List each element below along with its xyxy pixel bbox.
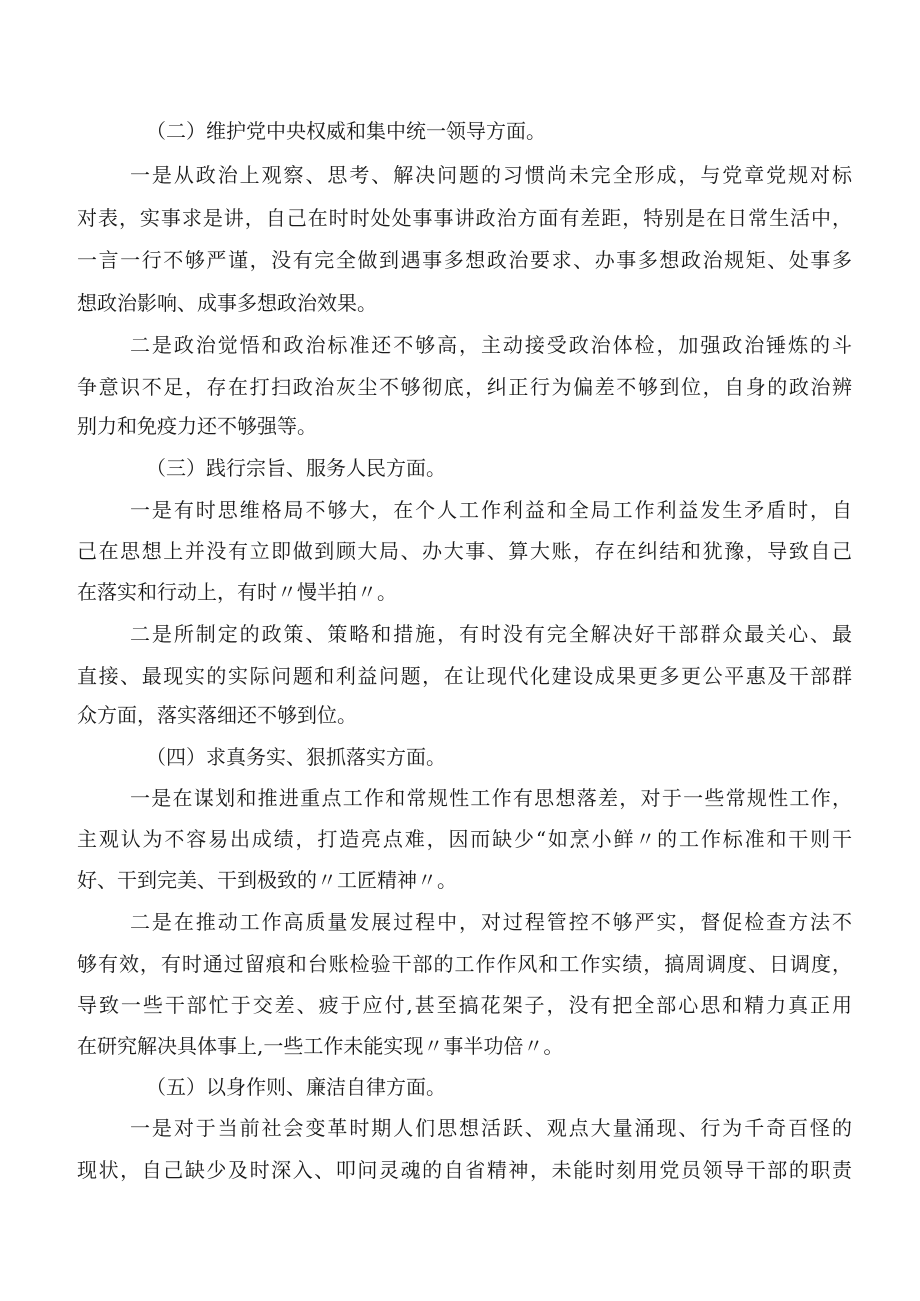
paragraph-line: 够有效，有时通过留痕和台账检验干部的工作作风和工作实绩，搞周调度、日调度，: [77, 952, 852, 976]
section-heading: （三）践行宗旨、服务人民方面。: [146, 456, 446, 480]
paragraph-line: 直接、最现实的实际问题和利益问题，在让现代化建设成果更多更公平惠及干部群: [77, 664, 852, 688]
section-heading: （四）求真务实、狠抓落实方面。: [146, 745, 446, 769]
paragraph-line: 众方面，落实落细还不够到位。: [77, 703, 357, 727]
paragraph-line: 二是所制定的政策、策略和措施，有时没有完全解决好干部群众最关心、最: [130, 622, 852, 646]
paragraph-line: 二是政治觉悟和政治标准还不够高，主动接受政治体检，加强政治锤炼的斗: [130, 333, 852, 357]
section-heading: （五）以身作则、廉洁自律方面。: [146, 1075, 446, 1099]
paragraph-line: 好、干到完美、干到极致的〃工匠精神〃。: [77, 868, 457, 892]
paragraph-line: 对表，实事求是讲，自己在时时处处事事讲政治方面有差距，特别是在日常生活中，: [77, 206, 852, 230]
paragraph-line: 别力和免疫力还不够强等。: [77, 414, 317, 438]
paragraph-line: 现状，自己缺少及时深入、叩问灵魂的自省精神，未能时刻用党员领导干部的职责: [77, 1158, 852, 1182]
paragraph-line: 己在思想上并没有立即做到顾大局、办大事、算大账，存在纠结和犹豫，导致自己: [77, 539, 852, 563]
paragraph-line: 一是有时思维格局不够大，在个人工作利益和全局工作利益发生矛盾时，自: [130, 498, 852, 522]
paragraph-line: 一是在谋划和推进重点工作和常规性工作有思想落差，对于一些常规性工作，: [130, 786, 852, 810]
paragraph-line: 导致一些干部忙于交差、疲于应付,甚至搞花架子，没有把全部心思和精力真正用: [77, 993, 852, 1017]
paragraph-line: 二是在推动工作高质量发展过程中，对过程管控不够严实，督促检查方法不: [130, 910, 852, 934]
paragraph-line: 争意识不足，存在打扫政治灰尘不够彻底，纠正行为偏差不够到位，自身的政治辨: [77, 375, 852, 399]
paragraph-line: 一是对于当前社会变革时期人们思想活跃、观点大量涌现、行为千奇百怪的: [130, 1116, 852, 1140]
section-heading: （二）维护党中央权威和集中统一领导方面。: [146, 119, 546, 143]
paragraph-line: 在落实和行动上，有时〃慢半拍〃。: [77, 580, 397, 604]
paragraph-line: 主观认为不容易出成绩，打造亮点难，因而缺少“如烹小鲜〃的工作标准和干则干: [77, 827, 852, 851]
paragraph-line: 一言一行不够严谨，没有完全做到遇事多想政治要求、办事多想政治规矩、处事多: [77, 248, 852, 272]
paragraph-line: 在研究解决具体事上,一些工作未能实现〃事半功倍〃。: [77, 1034, 564, 1058]
paragraph-line: 一是从政治上观察、思考、解决问题的习惯尚未完全形成，与党章党规对标: [130, 163, 852, 187]
paragraph-line: 想政治影响、成事多想政治效果。: [77, 291, 377, 315]
